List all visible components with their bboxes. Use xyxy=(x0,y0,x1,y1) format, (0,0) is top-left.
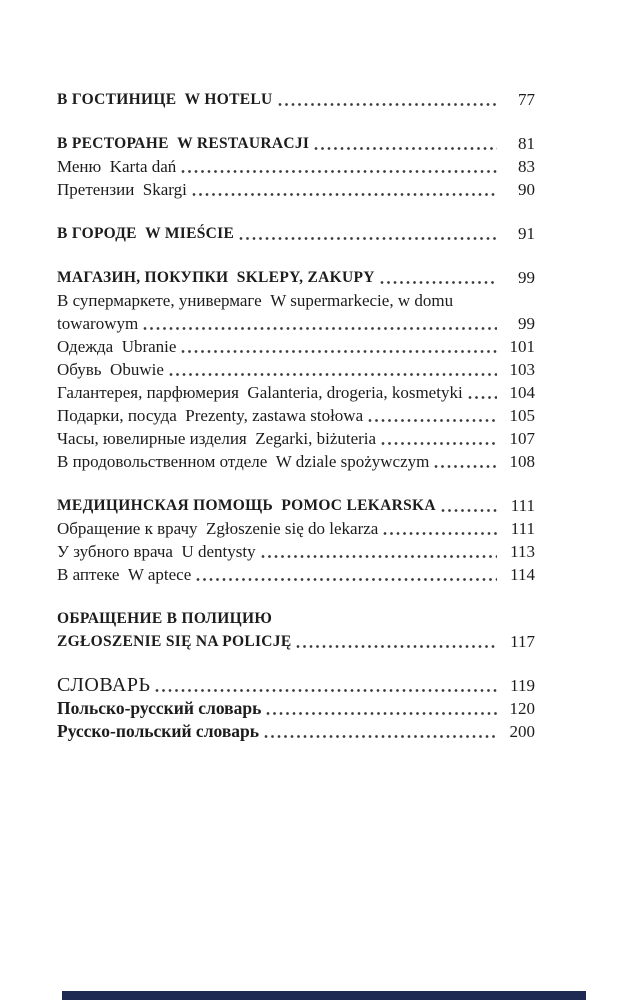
toc-entry xyxy=(57,358,535,381)
toc-entry-label: Галантерея, парфюмерия Galanteria, drogeria, kosmetyki xyxy=(57,383,463,402)
toc-entry xyxy=(57,630,535,653)
toc-entry xyxy=(57,563,535,586)
dot-leader xyxy=(181,349,497,354)
dot-leader xyxy=(181,169,497,174)
toc-section xyxy=(57,607,535,653)
toc-entry-label: В ГОСТИНИЦЕ W HOTELU xyxy=(57,91,273,108)
page-number: 81 xyxy=(518,134,535,153)
page-number: 83 xyxy=(518,157,535,176)
toc-entry-label: Подарки, посуда Prezenty, zastawa stołowa xyxy=(57,406,364,425)
dot-leader xyxy=(383,531,497,536)
toc-entry xyxy=(57,335,535,358)
toc-entry xyxy=(57,720,535,743)
page-number: 117 xyxy=(510,632,535,651)
toc-section xyxy=(57,222,535,245)
toc-entry-label: МЕДИЦИНСКАЯ ПОМОЩЬ POMOC LEKARSKA xyxy=(57,497,436,514)
dot-leader xyxy=(264,734,497,739)
page-number: 101 xyxy=(509,337,535,356)
dot-leader xyxy=(155,688,497,693)
dot-leader xyxy=(169,372,497,377)
toc-entry xyxy=(57,674,535,697)
dot-leader xyxy=(368,418,497,423)
toc-section xyxy=(57,88,535,111)
toc-entry-label: У зубного врача U dentysty xyxy=(57,542,256,561)
toc-entry xyxy=(57,222,535,245)
toc-entry-label: МАГАЗИН, ПОКУПКИ SKLEPY, ZAKUPY xyxy=(57,269,375,286)
toc-section xyxy=(57,266,535,473)
toc-entry xyxy=(57,312,535,335)
dot-leader xyxy=(266,711,497,716)
toc-entry-label: Обувь Obuwie xyxy=(57,360,164,379)
dot-leader xyxy=(296,644,497,649)
toc-entry-first-line: ОБРАЩЕНИЕ В ПОЛИЦИЮ xyxy=(57,610,273,627)
toc-entry xyxy=(57,381,535,404)
page-number: 111 xyxy=(510,519,535,538)
table-of-contents xyxy=(57,88,535,764)
page-number: 99 xyxy=(518,268,535,287)
dot-leader xyxy=(381,441,497,446)
toc-entry xyxy=(57,427,535,450)
dot-leader xyxy=(434,464,497,469)
dot-leader xyxy=(143,326,497,331)
toc-entry xyxy=(57,540,535,563)
toc-entry-label: Претензии Skargi xyxy=(57,180,187,199)
toc-entry-label: ZGŁOSZENIE SIĘ NA POLICJĘ xyxy=(57,633,292,650)
toc-entry-first-line: В супермаркете, универмаге W supermarkecie, w domu xyxy=(57,291,454,310)
toc-entry-label: В ГОРОДЕ W MIEŚCIE xyxy=(57,225,235,242)
page-number: 91 xyxy=(518,224,535,243)
page-number: 90 xyxy=(518,180,535,199)
page-number: 103 xyxy=(509,360,535,379)
toc-entry xyxy=(57,517,535,540)
page-number: 111 xyxy=(510,496,535,515)
toc-section xyxy=(57,674,535,743)
page-number: 120 xyxy=(509,699,535,718)
toc-entry-label: В аптеке W aptece xyxy=(57,565,192,584)
toc-entry xyxy=(57,88,535,111)
dot-leader xyxy=(314,146,497,151)
toc-section xyxy=(57,494,535,586)
bottom-bar xyxy=(62,991,586,1000)
toc-entry-label: Часы, ювелирные изделия Zegarki, biżuteria xyxy=(57,429,377,448)
toc-entry xyxy=(57,155,535,178)
toc-entry xyxy=(57,178,535,201)
dot-leader xyxy=(239,236,497,241)
toc-entry-label: Одежда Ubranie xyxy=(57,337,177,356)
toc-entry-label: towarowym xyxy=(57,314,139,333)
toc-section xyxy=(57,132,535,201)
page-number: 104 xyxy=(509,383,535,402)
toc-entry xyxy=(57,450,535,473)
dot-leader xyxy=(278,102,498,107)
toc-entry-label: В РЕСТОРАНЕ W RESTAURACJI xyxy=(57,135,310,152)
page-number: 99 xyxy=(518,314,535,333)
page-number: 119 xyxy=(510,676,535,695)
page-number: 105 xyxy=(509,406,535,425)
dot-leader xyxy=(441,508,497,513)
toc-entry xyxy=(57,132,535,155)
page-number: 108 xyxy=(509,452,535,471)
toc-entry xyxy=(57,697,535,720)
dot-leader xyxy=(261,554,497,559)
toc-entry-label: Польско-русский словарь xyxy=(57,698,262,718)
page-number: 200 xyxy=(509,722,535,741)
toc-entry-label: Меню Karta dań xyxy=(57,157,177,176)
toc-entry-label: В продовольственном отделе W dziale spożywczym xyxy=(57,452,430,471)
dot-leader xyxy=(380,280,497,285)
toc-entry-label: Русско-польский словарь xyxy=(57,721,260,741)
page-number: 77 xyxy=(518,90,535,109)
toc-entry xyxy=(57,494,535,517)
dot-leader xyxy=(192,192,497,197)
page-number: 107 xyxy=(509,429,535,448)
toc-entry-label: Обращение к врачу Zgłoszenie się do lekarza xyxy=(57,519,379,538)
page-number: 113 xyxy=(510,542,535,561)
page-number: 114 xyxy=(510,565,535,584)
toc-entry xyxy=(57,404,535,427)
dot-leader xyxy=(196,577,497,582)
toc-entry-label: СЛОВАРЬ xyxy=(57,674,151,696)
toc-entry xyxy=(57,266,535,289)
dot-leader xyxy=(468,395,497,400)
